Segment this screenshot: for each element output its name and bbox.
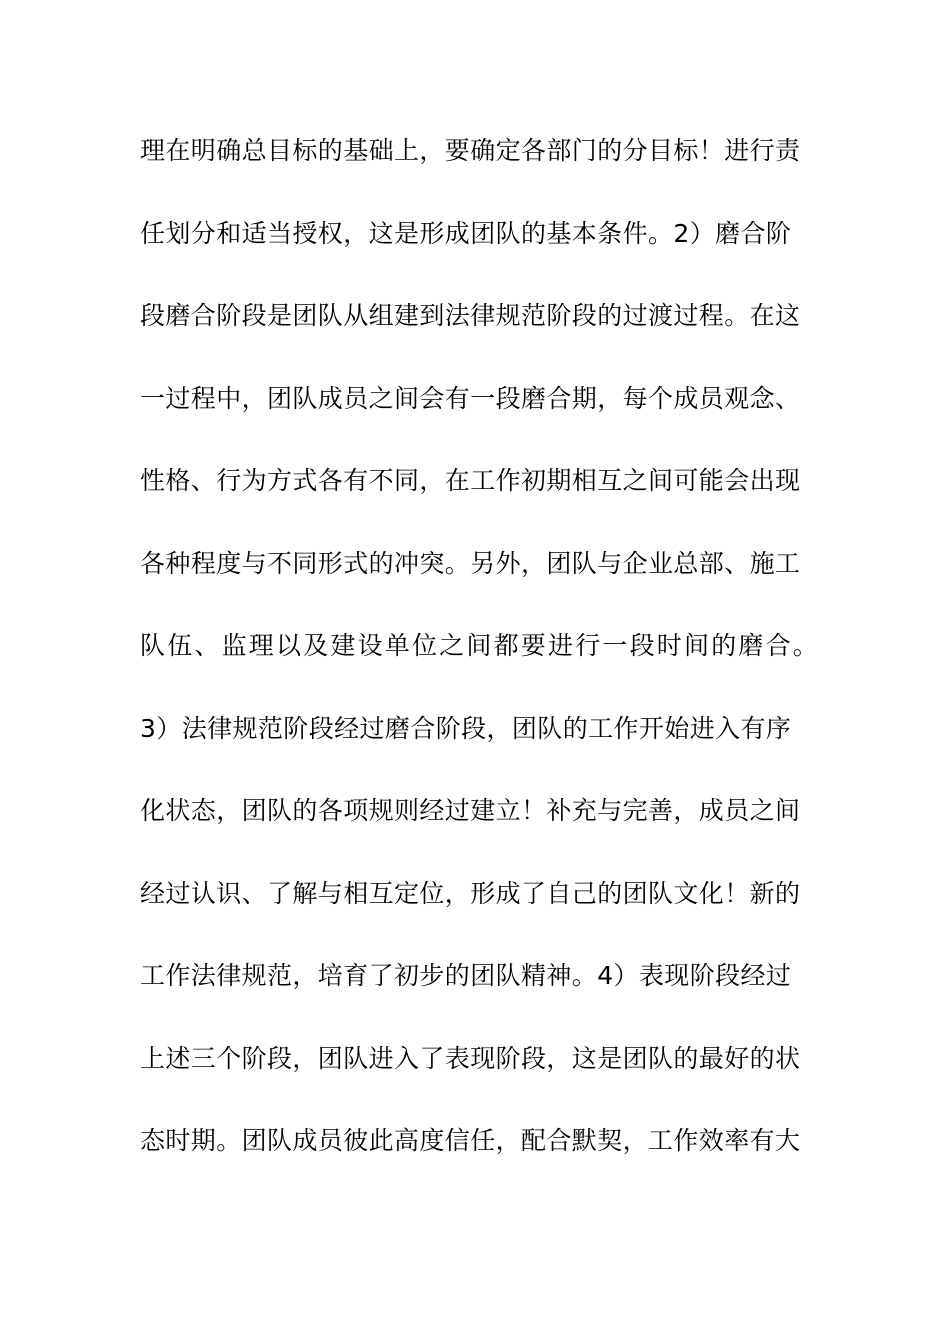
text-line-5: 性格、行为方式各有不同，在工作初期相互之间可能会出现 — [140, 466, 801, 495]
text-line-2: 任划分和适当授权，这是形成团队的基本条件。2）磨合阶 — [140, 219, 792, 248]
text-line-4: 一过程中，团队成员之间会有一段磨合期，每个成员观念、 — [140, 384, 801, 413]
text-line-3: 段磨合阶段是团队从组建到法律规范阶段的过渡过程。在这 — [140, 301, 801, 330]
text-line-6: 各种程度与不同形式的冲突。另外，团队与企业总部、施工 — [140, 549, 801, 578]
text-line-11: 工作法律规范，培育了初步的团队精神。4）表现阶段经过 — [140, 961, 792, 990]
text-line-7: 队伍、监理以及建设单位之间都要进行一段时间的磨合。 — [140, 631, 821, 660]
text-line-8: 3）法律规范阶段经过磨合阶段，团队的工作开始进入有序 — [140, 714, 792, 743]
text-line-12: 上述三个阶段，团队进入了表现阶段，这是团队的最好的状 — [140, 1044, 801, 1073]
text-line-9: 化状态，团队的各项规则经过建立！补充与完善，成员之间 — [140, 796, 801, 825]
text-line-10: 经过认识、了解与相互定位，形成了自己的团队文化！新的 — [140, 879, 801, 908]
text-line-1: 理在明确总目标的基础上，要确定各部门的分目标！进行责 — [140, 136, 801, 165]
text-line-13: 态时期。团队成员彼此高度信任，配合默契，工作效率有大 — [140, 1126, 801, 1155]
